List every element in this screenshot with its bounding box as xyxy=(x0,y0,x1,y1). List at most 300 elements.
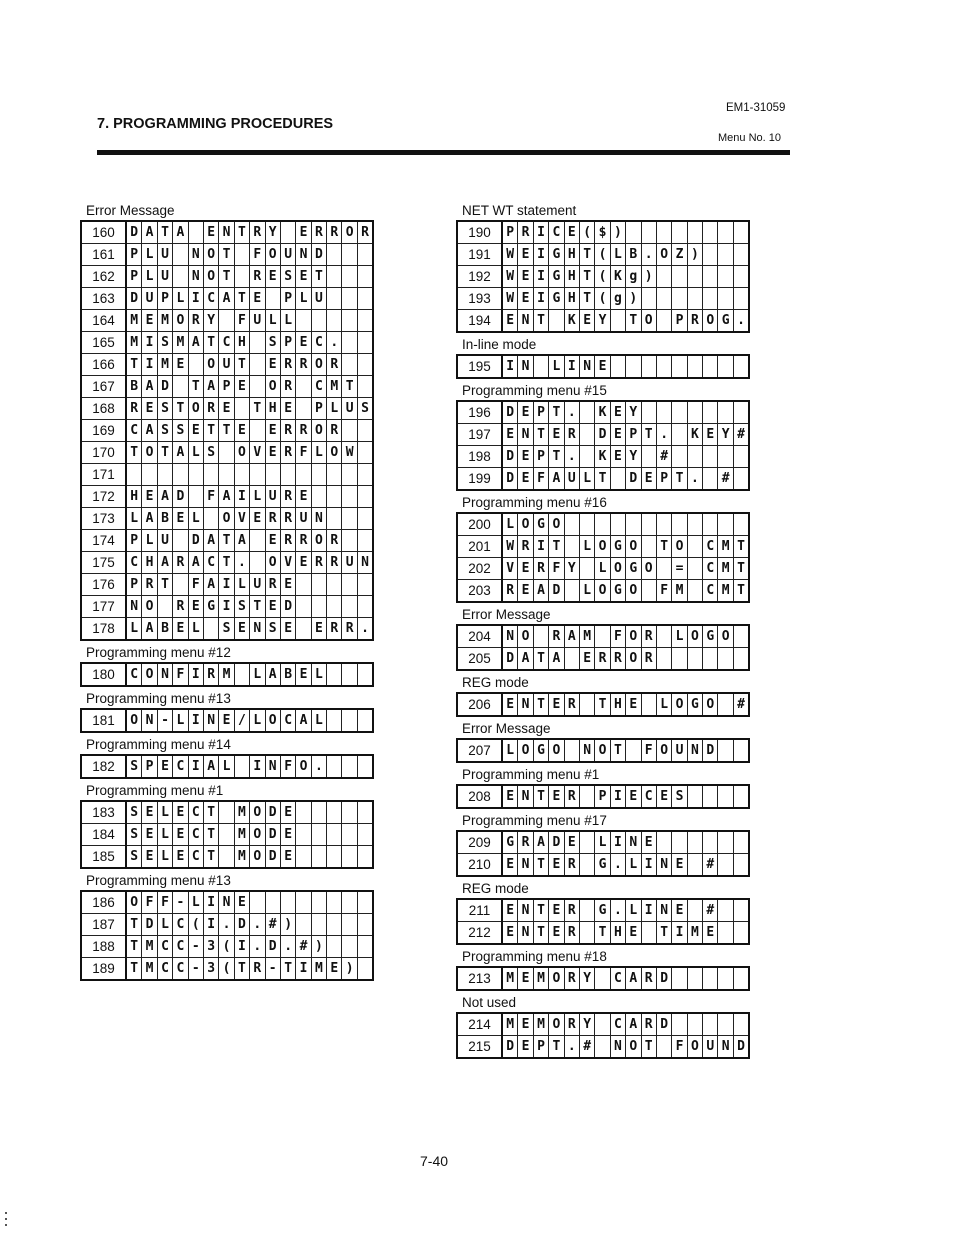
char-cell xyxy=(641,221,656,244)
message-row xyxy=(81,936,373,958)
char-cell xyxy=(703,831,718,854)
char-cell: D xyxy=(502,648,518,671)
char-cell: T xyxy=(595,468,610,491)
char-cell: A xyxy=(219,288,234,310)
char-cell: O xyxy=(656,739,671,762)
char-cell: E xyxy=(610,446,625,468)
char-cell xyxy=(250,552,265,574)
char-cell xyxy=(656,648,671,671)
message-number: 164 xyxy=(81,310,126,332)
char-cell: C xyxy=(311,332,326,354)
char-cell xyxy=(327,266,342,288)
char-cell xyxy=(342,464,357,486)
char-cell xyxy=(327,914,342,936)
char-cell xyxy=(342,891,357,914)
char-cell: I xyxy=(296,958,311,981)
char-cell xyxy=(219,824,234,846)
char-cell: R xyxy=(142,574,157,596)
char-cell xyxy=(687,1013,702,1036)
char-cell: C xyxy=(173,755,188,778)
char-cell: E xyxy=(311,618,326,641)
char-cell: E xyxy=(296,221,311,244)
char-cell: V xyxy=(280,552,295,574)
char-cell xyxy=(296,801,311,824)
char-cell: C xyxy=(173,958,188,981)
char-cell: R xyxy=(280,486,295,508)
char-cell: O xyxy=(327,442,342,464)
char-cell: I xyxy=(502,355,518,378)
char-cell: R xyxy=(327,354,342,376)
char-cell: A xyxy=(234,530,249,552)
char-cell xyxy=(595,1013,610,1036)
char-cell: T xyxy=(219,266,234,288)
char-cell xyxy=(703,266,718,288)
char-cell xyxy=(610,355,625,378)
char-cell: E xyxy=(610,424,625,446)
message-row xyxy=(457,310,749,333)
message-number: 182 xyxy=(81,755,126,778)
char-cell xyxy=(126,464,142,486)
char-cell: Z xyxy=(672,244,687,266)
char-cell xyxy=(718,831,733,854)
char-cell: Y xyxy=(203,310,218,332)
char-cell xyxy=(296,464,311,486)
char-cell: R xyxy=(327,221,342,244)
char-cell: Y xyxy=(265,221,280,244)
char-cell: C xyxy=(549,221,564,244)
char-cell: T xyxy=(533,899,548,922)
char-cell: L xyxy=(502,513,518,536)
char-cell xyxy=(733,266,749,288)
char-cell: U xyxy=(564,468,579,491)
message-number: 205 xyxy=(457,648,502,671)
char-cell: P xyxy=(656,468,671,491)
char-cell: D xyxy=(265,846,280,869)
char-cell xyxy=(733,922,749,945)
char-cell: P xyxy=(126,574,142,596)
char-cell xyxy=(342,801,357,824)
char-cell xyxy=(357,508,373,530)
char-cell xyxy=(311,574,326,596)
char-cell: E xyxy=(502,854,518,877)
message-row xyxy=(457,1036,749,1059)
section-label: Programming menu #18 xyxy=(462,949,607,964)
char-cell: R xyxy=(610,648,625,671)
char-cell: P xyxy=(502,221,518,244)
char-cell: O xyxy=(626,1036,641,1059)
message-row xyxy=(81,846,373,869)
char-cell: ( xyxy=(219,936,234,958)
char-cell xyxy=(610,513,625,536)
char-cell xyxy=(296,376,311,398)
char-cell: R xyxy=(296,530,311,552)
char-cell: T xyxy=(656,922,671,945)
char-cell: . xyxy=(610,899,625,922)
char-cell xyxy=(579,831,594,854)
char-cell xyxy=(296,310,311,332)
char-cell: L xyxy=(250,709,265,732)
char-cell: T xyxy=(126,936,142,958)
char-cell: E xyxy=(173,618,188,641)
char-cell: T xyxy=(626,310,641,333)
char-cell xyxy=(703,513,718,536)
char-cell xyxy=(357,958,373,981)
char-cell xyxy=(311,486,326,508)
char-cell: N xyxy=(656,899,671,922)
char-cell: A xyxy=(173,442,188,464)
char-cell: E xyxy=(549,424,564,446)
message-row xyxy=(457,513,749,536)
message-number: 168 xyxy=(81,398,126,420)
char-cell xyxy=(357,891,373,914)
char-cell xyxy=(173,266,188,288)
char-cell xyxy=(579,558,594,580)
char-cell xyxy=(327,663,342,686)
char-cell: M xyxy=(311,958,326,981)
message-row xyxy=(81,958,373,981)
char-cell xyxy=(327,824,342,846)
char-cell: T xyxy=(173,398,188,420)
message-number: 199 xyxy=(457,468,502,491)
char-cell xyxy=(703,244,718,266)
message-row xyxy=(457,558,749,580)
char-cell: D xyxy=(656,1013,671,1036)
char-cell: E xyxy=(250,288,265,310)
char-cell: C xyxy=(610,967,625,990)
char-cell: C xyxy=(219,332,234,354)
message-number: 173 xyxy=(81,508,126,530)
char-cell: I xyxy=(610,785,625,808)
char-cell: . xyxy=(250,914,265,936)
char-cell: R xyxy=(564,785,579,808)
char-cell xyxy=(296,891,311,914)
char-cell: ( xyxy=(579,221,594,244)
char-cell: H xyxy=(610,693,625,716)
char-cell xyxy=(579,513,594,536)
char-cell xyxy=(342,508,357,530)
char-cell: E xyxy=(250,508,265,530)
char-cell: E xyxy=(296,552,311,574)
char-cell xyxy=(327,574,342,596)
char-cell: O xyxy=(234,442,249,464)
char-cell: D xyxy=(188,530,203,552)
char-cell: - xyxy=(157,709,172,732)
char-cell: Y xyxy=(579,967,594,990)
char-cell: F xyxy=(296,442,311,464)
menu-number: Menu No. 10 xyxy=(718,132,781,144)
char-cell: . xyxy=(357,618,373,641)
char-cell: 3 xyxy=(203,936,218,958)
char-cell xyxy=(733,899,749,922)
char-cell xyxy=(564,648,579,671)
char-cell xyxy=(357,801,373,824)
section-label: Programming menu #17 xyxy=(462,813,607,828)
char-cell xyxy=(188,486,203,508)
char-cell xyxy=(718,739,733,762)
char-cell: L xyxy=(610,244,625,266)
char-cell: M xyxy=(142,936,157,958)
char-cell xyxy=(733,401,749,424)
char-cell: T xyxy=(579,266,594,288)
char-cell: ( xyxy=(188,914,203,936)
char-cell: I xyxy=(564,355,579,378)
message-number: 195 xyxy=(457,355,502,378)
char-cell: . xyxy=(311,755,326,778)
message-row xyxy=(81,552,373,574)
char-cell xyxy=(579,693,594,716)
char-cell xyxy=(219,801,234,824)
char-cell xyxy=(173,376,188,398)
char-cell: L xyxy=(579,536,594,558)
char-cell: R xyxy=(126,398,142,420)
message-number: 166 xyxy=(81,354,126,376)
char-cell: W xyxy=(502,244,518,266)
char-cell: E xyxy=(234,891,249,914)
char-cell: . xyxy=(564,1036,579,1059)
section-label: Programming menu #1 xyxy=(462,767,600,782)
char-cell: R xyxy=(296,420,311,442)
char-cell xyxy=(687,266,702,288)
char-cell: O xyxy=(518,513,533,536)
char-cell: R xyxy=(564,922,579,945)
char-cell: I xyxy=(641,854,656,877)
char-cell: O xyxy=(518,739,533,762)
char-cell: A xyxy=(518,648,533,671)
char-cell xyxy=(188,354,203,376)
char-cell: I xyxy=(203,914,218,936)
message-table xyxy=(80,662,374,687)
char-cell: T xyxy=(342,376,357,398)
char-cell: G xyxy=(533,513,548,536)
char-cell: R xyxy=(641,625,656,648)
message-number: 181 xyxy=(81,709,126,732)
message-row xyxy=(457,693,749,716)
char-cell: L xyxy=(265,310,280,332)
char-cell xyxy=(357,266,373,288)
char-cell xyxy=(311,801,326,824)
char-cell: N xyxy=(579,739,594,762)
char-cell xyxy=(234,398,249,420)
char-cell xyxy=(280,464,295,486)
message-row xyxy=(81,618,373,641)
char-cell xyxy=(188,221,203,244)
char-cell: L xyxy=(234,574,249,596)
char-cell: M xyxy=(718,536,733,558)
char-cell xyxy=(718,648,733,671)
char-cell: . xyxy=(280,936,295,958)
char-cell: O xyxy=(687,1036,702,1059)
message-row xyxy=(81,596,373,618)
char-cell xyxy=(687,536,702,558)
message-number: 165 xyxy=(81,332,126,354)
section-label: Programming menu #13 xyxy=(86,691,231,706)
char-cell xyxy=(687,854,702,877)
message-number: 210 xyxy=(457,854,502,877)
char-cell: M xyxy=(234,801,249,824)
char-cell xyxy=(311,464,326,486)
char-cell: D xyxy=(626,468,641,491)
char-cell: U xyxy=(250,310,265,332)
char-cell: R xyxy=(549,625,564,648)
char-cell: R xyxy=(342,618,357,641)
char-cell: D xyxy=(265,936,280,958)
char-cell: M xyxy=(327,376,342,398)
char-cell: U xyxy=(342,398,357,420)
char-cell xyxy=(311,846,326,869)
char-cell: # xyxy=(265,914,280,936)
char-cell: M xyxy=(157,354,172,376)
char-cell: I xyxy=(219,574,234,596)
message-row xyxy=(81,574,373,596)
message-row xyxy=(457,785,749,808)
message-row xyxy=(457,899,749,922)
char-cell: E xyxy=(280,574,295,596)
char-cell xyxy=(672,967,687,990)
char-cell: . xyxy=(656,424,671,446)
char-cell: L xyxy=(188,891,203,914)
margin-marks xyxy=(5,1212,7,1230)
char-cell: A xyxy=(265,663,280,686)
char-cell: O xyxy=(549,967,564,990)
char-cell xyxy=(656,558,671,580)
char-cell: E xyxy=(518,244,533,266)
char-cell: A xyxy=(142,420,157,442)
char-cell: D xyxy=(656,967,671,990)
message-row xyxy=(457,831,749,854)
char-cell: N xyxy=(250,618,265,641)
char-cell: = xyxy=(672,558,687,580)
char-cell: T xyxy=(610,739,625,762)
char-cell: A xyxy=(533,580,548,603)
char-cell: E xyxy=(502,922,518,945)
char-cell xyxy=(296,914,311,936)
char-cell xyxy=(733,1013,749,1036)
char-cell: A xyxy=(203,755,218,778)
char-cell: E xyxy=(142,310,157,332)
message-row xyxy=(81,891,373,914)
char-cell: I xyxy=(533,536,548,558)
char-cell: M xyxy=(126,310,142,332)
char-cell: E xyxy=(142,398,157,420)
char-cell: S xyxy=(157,398,172,420)
char-cell: D xyxy=(126,288,142,310)
char-cell: L xyxy=(188,442,203,464)
char-cell xyxy=(234,464,249,486)
char-cell: P xyxy=(142,755,157,778)
message-number: 180 xyxy=(81,663,126,686)
char-cell: S xyxy=(672,785,687,808)
char-cell xyxy=(703,446,718,468)
char-cell xyxy=(564,580,579,603)
message-number: 203 xyxy=(457,580,502,603)
char-cell: U xyxy=(157,530,172,552)
char-cell: R xyxy=(641,967,656,990)
char-cell: R xyxy=(564,899,579,922)
char-cell: M xyxy=(234,846,249,869)
char-cell: D xyxy=(234,914,249,936)
char-cell xyxy=(656,1036,671,1059)
char-cell: D xyxy=(502,401,518,424)
char-cell xyxy=(718,854,733,877)
char-cell: A xyxy=(296,709,311,732)
char-cell: L xyxy=(595,558,610,580)
message-number: 161 xyxy=(81,244,126,266)
message-number: 200 xyxy=(457,513,502,536)
message-number: 178 xyxy=(81,618,126,641)
char-cell: Y xyxy=(579,1013,594,1036)
char-cell: F xyxy=(142,891,157,914)
message-number: 183 xyxy=(81,801,126,824)
char-cell: R xyxy=(564,1013,579,1036)
char-cell: O xyxy=(595,580,610,603)
char-cell xyxy=(327,709,342,732)
message-row xyxy=(457,967,749,990)
message-number: 169 xyxy=(81,420,126,442)
message-table xyxy=(80,754,374,779)
char-cell: E xyxy=(703,922,718,945)
char-cell: G xyxy=(203,596,218,618)
char-cell: E xyxy=(265,530,280,552)
message-number: 215 xyxy=(457,1036,502,1059)
char-cell xyxy=(703,1013,718,1036)
char-cell: L xyxy=(311,663,326,686)
char-cell: I xyxy=(188,755,203,778)
char-cell: N xyxy=(656,854,671,877)
char-cell: C xyxy=(188,824,203,846)
char-cell: N xyxy=(296,244,311,266)
char-cell: L xyxy=(311,442,326,464)
char-cell: M xyxy=(672,580,687,603)
char-cell xyxy=(311,310,326,332)
char-cell: R xyxy=(311,552,326,574)
char-cell: F xyxy=(203,486,218,508)
char-cell: T xyxy=(126,442,142,464)
char-cell: O xyxy=(703,310,718,333)
char-cell xyxy=(280,221,295,244)
char-cell: P xyxy=(157,288,172,310)
char-cell: U xyxy=(342,552,357,574)
char-cell xyxy=(357,596,373,618)
char-cell: R xyxy=(564,967,579,990)
char-cell xyxy=(672,221,687,244)
char-cell xyxy=(327,508,342,530)
char-cell xyxy=(296,596,311,618)
char-cell: R xyxy=(250,266,265,288)
char-cell: A xyxy=(219,486,234,508)
char-cell xyxy=(703,785,718,808)
message-table xyxy=(456,220,750,333)
char-cell xyxy=(595,625,610,648)
message-number: 172 xyxy=(81,486,126,508)
char-cell: M xyxy=(718,580,733,603)
char-cell: E xyxy=(173,801,188,824)
char-cell: E xyxy=(203,221,218,244)
message-number: 208 xyxy=(457,785,502,808)
char-cell xyxy=(342,574,357,596)
char-cell: L xyxy=(173,288,188,310)
char-cell: L xyxy=(173,709,188,732)
message-number: 174 xyxy=(81,530,126,552)
char-cell: R xyxy=(311,221,326,244)
char-cell xyxy=(656,221,671,244)
message-row xyxy=(81,801,373,824)
char-cell xyxy=(672,424,687,446)
char-cell: K xyxy=(610,266,625,288)
char-cell: C xyxy=(188,801,203,824)
section-label: Programming menu #14 xyxy=(86,737,231,752)
char-cell: K xyxy=(595,446,610,468)
char-cell: S xyxy=(265,332,280,354)
